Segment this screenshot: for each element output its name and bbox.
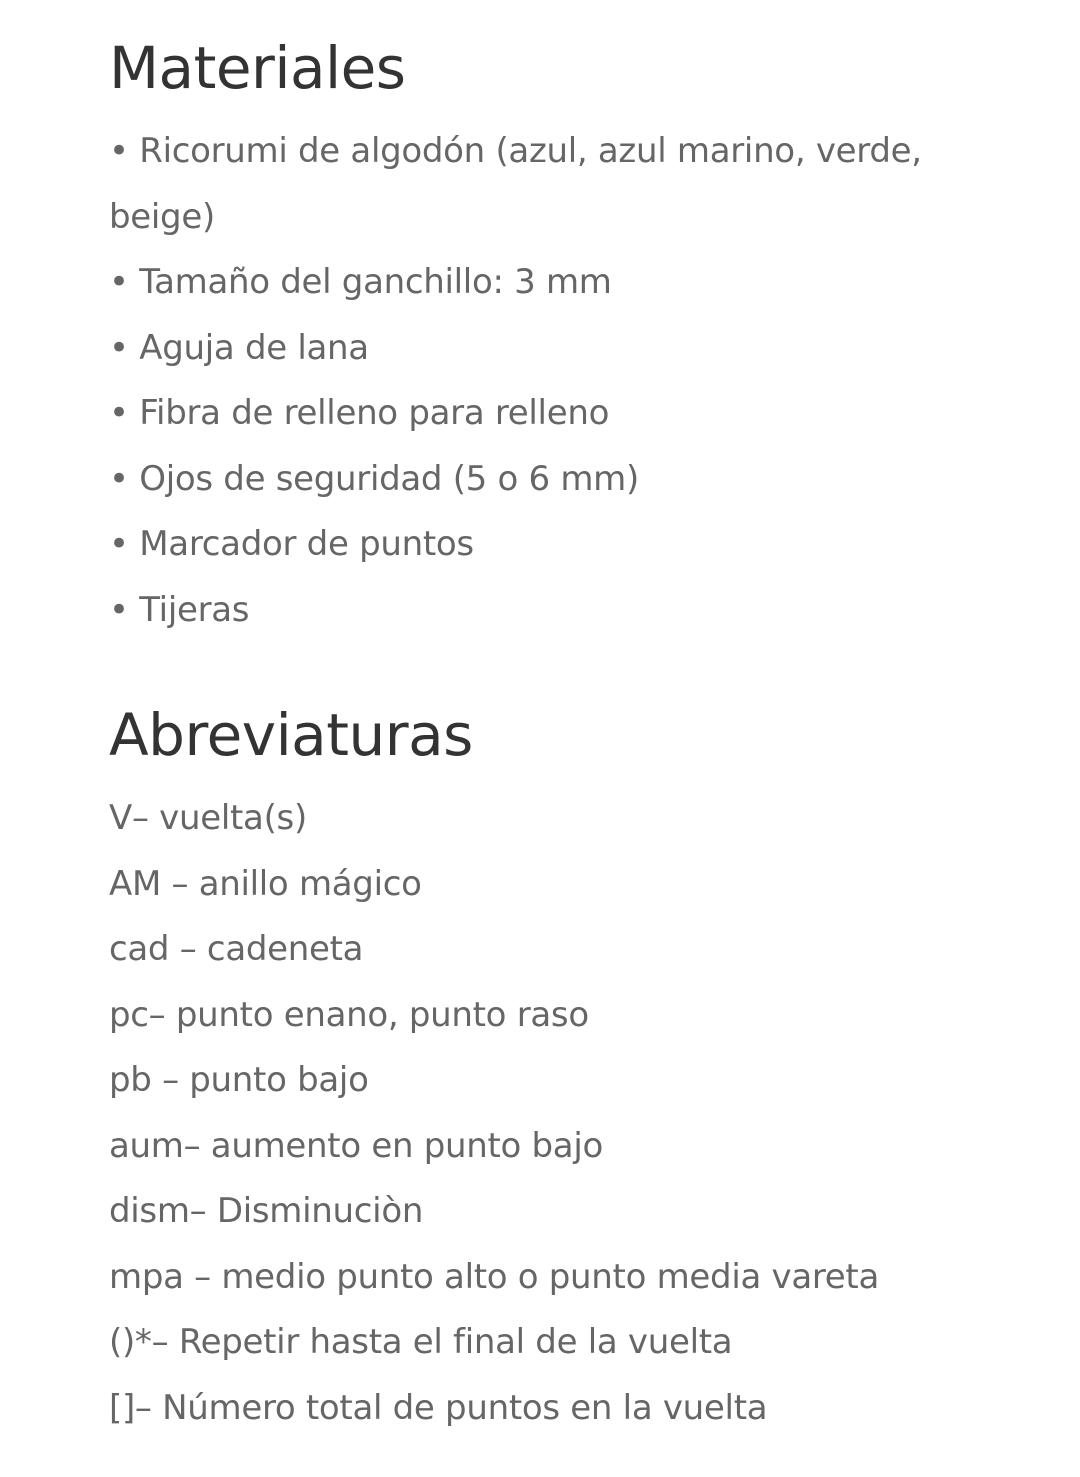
- abbreviation-item: pc– punto enano, punto raso: [109, 994, 589, 1035]
- materials-heading: Materiales: [109, 34, 406, 102]
- article-content: [109, 30, 1009, 1441]
- material-item-stitch-marker: • Marcador de puntos: [109, 524, 474, 564]
- materials-list: [109, 119, 1009, 643]
- material-item-needle: • Aguja de lana: [109, 327, 369, 368]
- abbreviation-item: V– vuelta(s): [109, 798, 307, 838]
- material-item-hook-size: • Tamaño del ganchillo: 3 mm: [109, 262, 612, 302]
- abbreviation-item: cad – cadeneta: [109, 929, 364, 969]
- abbreviation-item: AM – anillo mágico: [109, 863, 422, 904]
- material-item-yarn: • Ricorumi de algodón (azul, azul marino, verde, beige): [109, 131, 922, 237]
- abbreviations-heading: Abreviaturas: [109, 701, 473, 769]
- abbreviation-item: dism– Disminuciòn: [109, 1191, 424, 1231]
- material-item-scissors: • Tijeras: [109, 589, 250, 630]
- abbreviation-item: mpa – medio punto alto o punto media vareta: [109, 1256, 879, 1297]
- abbreviation-item: aum– aumento en punto bajo: [109, 1125, 603, 1166]
- abbreviation-item: []– Número total de puntos en la vuelta: [109, 1387, 768, 1428]
- abbreviation-item: pb – punto bajo: [109, 1060, 369, 1100]
- abbreviation-item: ()*– Repetir hasta el final de la vuelta: [109, 1322, 733, 1362]
- abbreviations-list: [109, 786, 1009, 1441]
- material-item-safety-eyes: • Ojos de seguridad (5 o 6 mm): [109, 458, 639, 499]
- material-item-stuffing: • Fibra de relleno para relleno: [109, 393, 610, 433]
